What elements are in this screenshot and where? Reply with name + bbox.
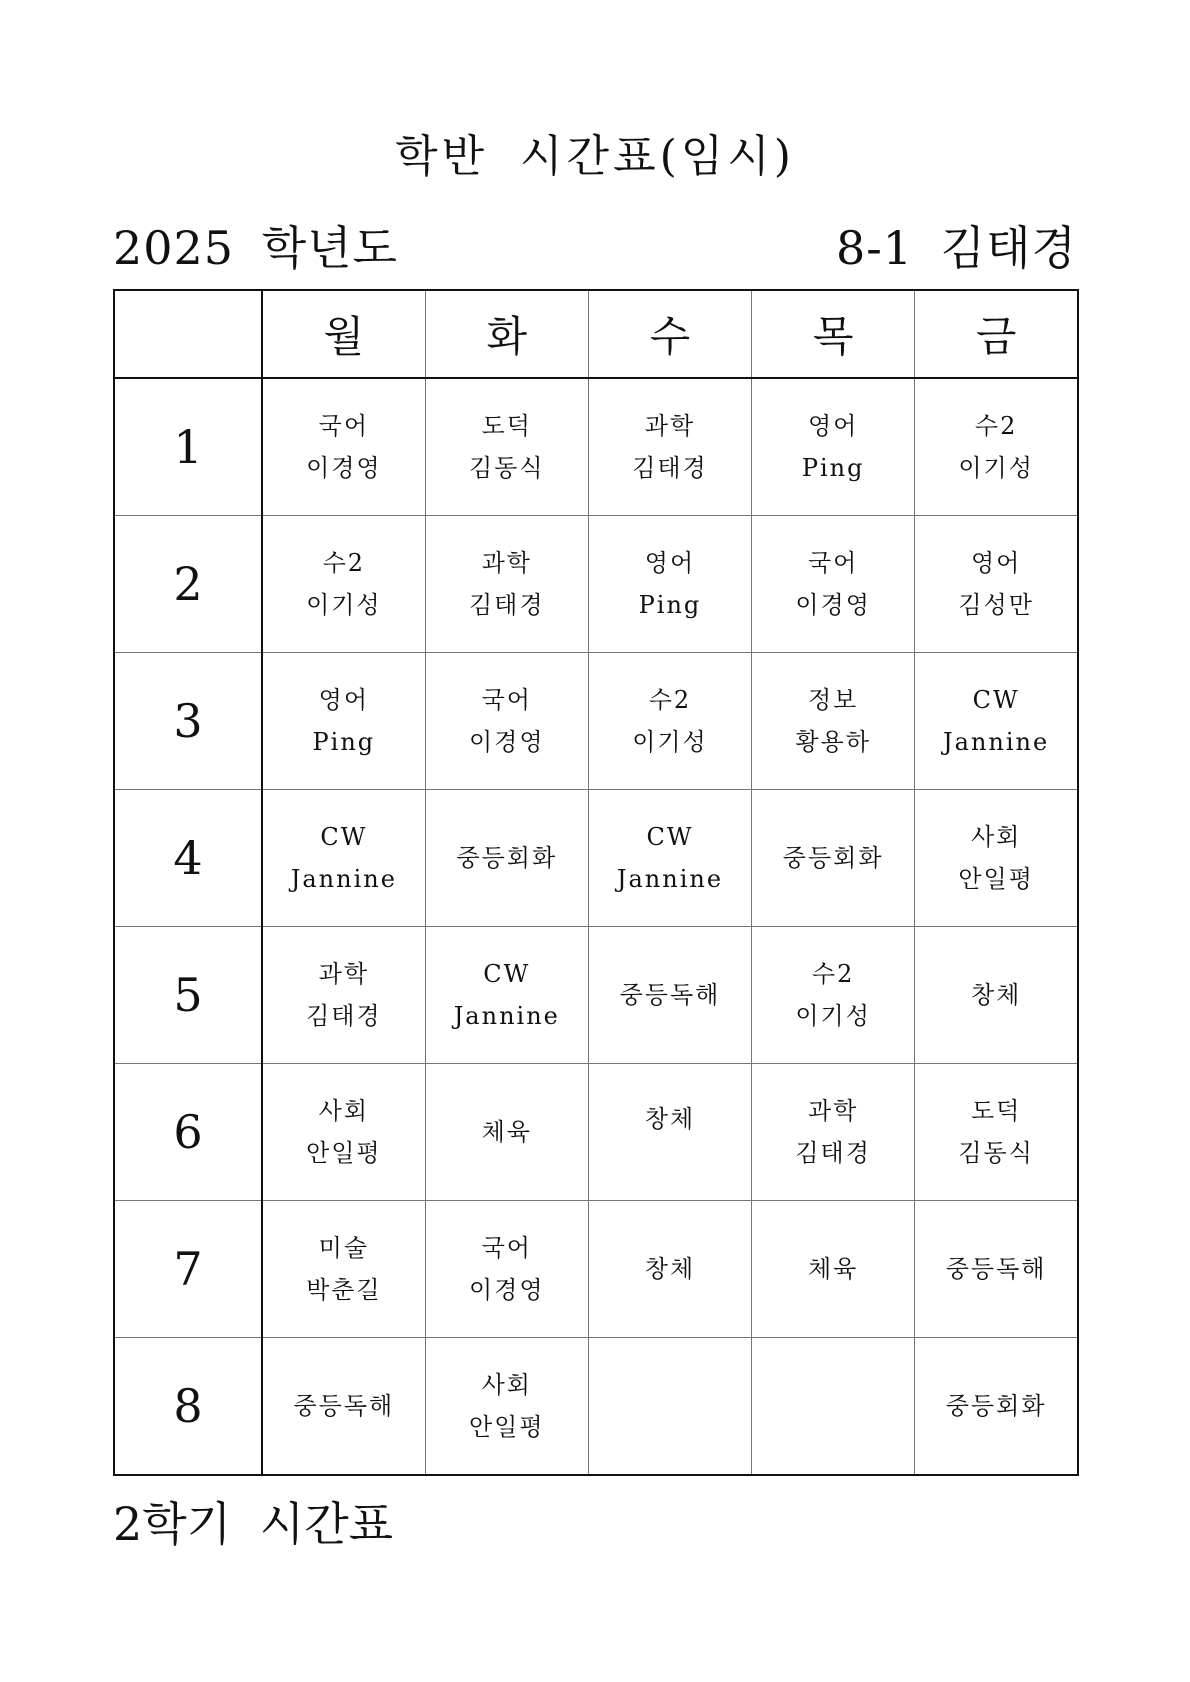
class-cell <box>915 653 1078 790</box>
subject-name: 영어 <box>318 686 370 714</box>
period-number: 7 <box>114 1201 262 1338</box>
teacher-name: 이경영 <box>795 591 871 619</box>
subject-name: 미술 <box>318 1234 370 1262</box>
class-cell <box>588 516 751 653</box>
subject-name: 수2 <box>811 960 855 988</box>
teacher-name: 안일평 <box>469 1413 545 1441</box>
class-cell <box>425 1338 588 1476</box>
period-row <box>114 1201 1078 1338</box>
teacher-name: Jannine <box>290 865 397 893</box>
class-cell <box>588 927 751 1064</box>
class-cell <box>752 378 915 516</box>
subject-name: 창체 <box>970 981 1022 1009</box>
day-header-fri: 금 <box>915 290 1078 378</box>
class-cell <box>752 653 915 790</box>
class-cell <box>752 516 915 653</box>
period-number: 1 <box>114 378 262 516</box>
subject-name: 수2 <box>974 412 1018 440</box>
timetable-header <box>113 212 1077 278</box>
class-cell <box>588 653 751 790</box>
teacher-name: 김동식 <box>469 454 545 482</box>
period-row <box>114 790 1078 927</box>
class-cell <box>588 1338 751 1476</box>
subject-name: 체육 <box>807 1255 859 1283</box>
class-cell <box>262 927 425 1064</box>
class-cell <box>262 516 425 653</box>
teacher-name: 이기성 <box>958 454 1034 482</box>
period-number: 5 <box>114 927 262 1064</box>
class-cell <box>588 378 751 516</box>
class-cell <box>425 790 588 927</box>
subject-name: 정보 <box>807 686 859 714</box>
class-cell <box>752 1338 915 1476</box>
teacher-name: 김태경 <box>469 591 545 619</box>
teacher-name: 김성만 <box>958 591 1034 619</box>
subject-name: 과학 <box>644 412 696 440</box>
class-cell <box>588 1201 751 1338</box>
day-header-mon: 월 <box>262 290 425 378</box>
subject-name: 도덕 <box>970 1097 1022 1125</box>
subject-name: 중등독해 <box>293 1392 395 1420</box>
teacher-name: Ping <box>312 728 376 756</box>
subject-name: 중등독해 <box>945 1255 1047 1283</box>
page-title: 학반 시간표(임시) <box>395 131 795 182</box>
class-cell <box>262 1338 425 1476</box>
subject-name: 과학 <box>318 960 370 988</box>
subject-name: 도덕 <box>481 412 532 440</box>
timetable <box>113 289 1079 1476</box>
period-row <box>114 653 1078 790</box>
class-cell <box>915 1064 1078 1201</box>
class-teacher-label: 8-1 김태경 <box>835 221 1077 275</box>
class-cell <box>262 1064 425 1201</box>
class-cell <box>752 790 915 927</box>
teacher-name: Ping <box>801 454 865 482</box>
class-cell <box>425 378 588 516</box>
day-header-thu: 목 <box>752 290 915 378</box>
teacher-name: 김동식 <box>958 1139 1034 1167</box>
subject-name: 창체 <box>644 1105 696 1133</box>
period-number: 2 <box>114 516 262 653</box>
teacher-name: 이경영 <box>469 728 545 756</box>
period-row <box>114 927 1078 1064</box>
period-number: 3 <box>114 653 262 790</box>
class-cell <box>425 1201 588 1338</box>
teacher-name: Ping <box>638 591 702 619</box>
teacher-name: 박춘길 <box>306 1276 382 1304</box>
period-row <box>114 378 1078 516</box>
corner-cell <box>114 290 262 378</box>
subject-name: CW <box>646 823 694 851</box>
teacher-name: 이경영 <box>469 1276 545 1304</box>
period-row <box>114 1064 1078 1201</box>
class-cell <box>425 516 588 653</box>
period-number: 8 <box>114 1338 262 1476</box>
subject-name: 영어 <box>644 549 696 577</box>
teacher-name: 안일평 <box>306 1139 382 1167</box>
class-cell <box>915 1201 1078 1338</box>
subject-name: 중등회화 <box>782 844 884 872</box>
class-cell <box>915 1338 1078 1476</box>
teacher-name: Jannine <box>453 1002 560 1030</box>
subject-name: 체육 <box>481 1118 532 1146</box>
class-cell <box>588 790 751 927</box>
class-cell <box>915 790 1078 927</box>
day-header-wed: 수 <box>588 290 751 378</box>
class-cell <box>262 378 425 516</box>
subject-name: CW <box>320 823 368 851</box>
subject-name: 국어 <box>481 686 532 714</box>
subject-name: 사회 <box>318 1097 370 1125</box>
school-year-label: 2025 학년도 <box>113 221 398 275</box>
subject-name: 영어 <box>970 549 1022 577</box>
class-cell <box>752 1064 915 1201</box>
teacher-name: 이경영 <box>306 454 382 482</box>
subject-name: 사회 <box>481 1371 532 1399</box>
subject-name: 중등회화 <box>456 844 558 872</box>
class-cell <box>425 1064 588 1201</box>
subject-name: 영어 <box>807 412 859 440</box>
teacher-name: 이기성 <box>632 728 708 756</box>
subject-name: 사회 <box>970 823 1022 851</box>
class-cell <box>915 927 1078 1064</box>
period-number: 4 <box>114 790 262 927</box>
day-header-row <box>114 290 1078 378</box>
class-cell <box>262 790 425 927</box>
class-cell <box>425 653 588 790</box>
subject-name: 수2 <box>322 549 366 577</box>
period-number: 6 <box>114 1064 262 1201</box>
class-cell <box>752 1201 915 1338</box>
teacher-name: 안일평 <box>958 865 1034 893</box>
period-row <box>114 1338 1078 1476</box>
day-header-tue: 화 <box>425 290 588 378</box>
class-cell <box>915 378 1078 516</box>
subject-name: 국어 <box>318 412 370 440</box>
teacher-name: 김태경 <box>795 1139 871 1167</box>
class-cell <box>262 1201 425 1338</box>
teacher-name: 황용하 <box>795 728 871 756</box>
teacher-name: 김태경 <box>632 454 708 482</box>
teacher-name: 이기성 <box>306 591 382 619</box>
teacher-name: Jannine <box>616 865 724 893</box>
class-cell <box>588 1064 751 1201</box>
teacher-name: 이기성 <box>795 1002 871 1030</box>
teacher-name: Jannine <box>943 728 1050 756</box>
class-cell <box>915 516 1078 653</box>
class-cell <box>425 927 588 1064</box>
subject-name: 창체 <box>644 1255 696 1283</box>
subject-name: 중등회화 <box>945 1392 1047 1420</box>
subject-name: 국어 <box>807 549 859 577</box>
teacher-name: 김태경 <box>306 1002 382 1030</box>
subject-name: 국어 <box>481 1234 532 1262</box>
subject-name: CW <box>483 960 531 988</box>
semester-label: 2학기 시간표 <box>113 1497 394 1551</box>
subject-name: CW <box>972 686 1020 714</box>
subject-name: 수2 <box>648 686 692 714</box>
subject-name: 과학 <box>807 1097 859 1125</box>
class-cell <box>262 653 425 790</box>
subject-name: 과학 <box>481 549 532 577</box>
class-cell <box>752 927 915 1064</box>
period-row <box>114 516 1078 653</box>
subject-name: 중등독해 <box>619 981 721 1009</box>
